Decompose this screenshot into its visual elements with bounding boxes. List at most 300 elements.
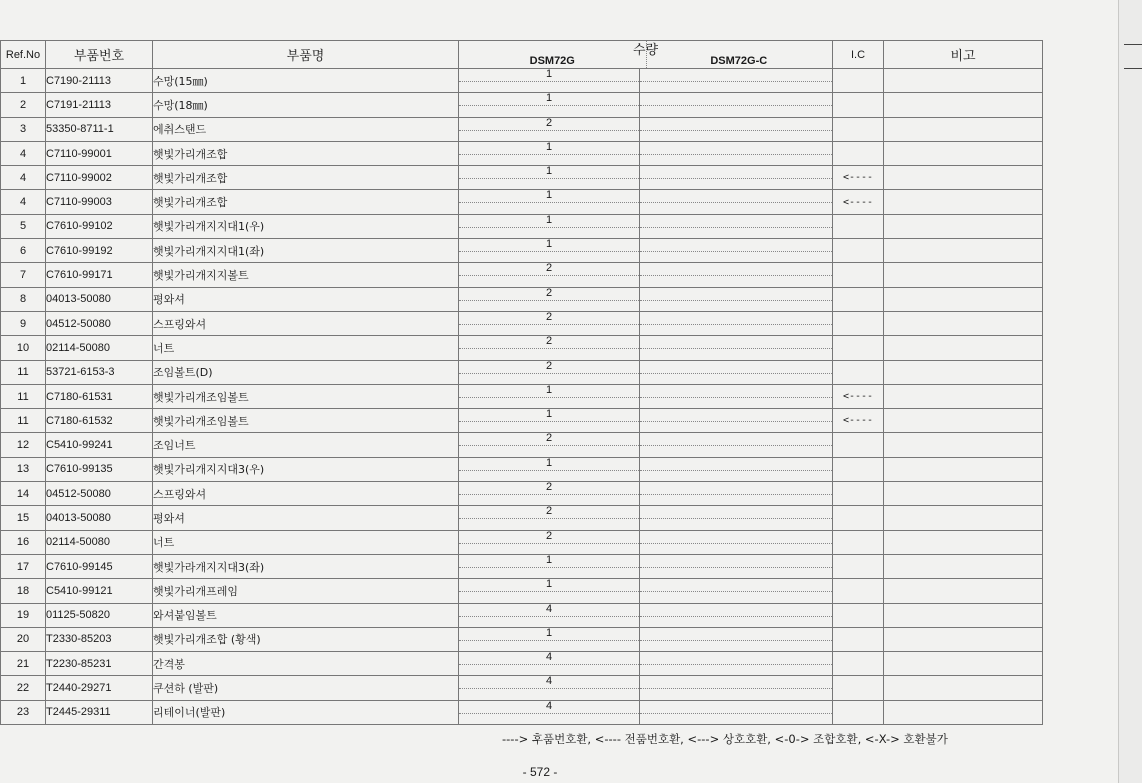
ref-no-cell: 21 (1, 652, 46, 676)
ref-no-cell: 3 (1, 117, 46, 141)
part-no-cell: C7180-61532 (46, 409, 153, 433)
ref-no-cell: 6 (1, 239, 46, 263)
qty-dsm72g-cell (459, 311, 640, 335)
part-name-cell: 와셔붙임볼트 (153, 603, 459, 627)
table-row (1, 287, 1043, 311)
qty-value: 4 (545, 651, 553, 664)
table-row (1, 506, 1043, 530)
dotted-guide (640, 81, 832, 82)
header-quantity (459, 41, 833, 69)
ref-no-cell: 11 (1, 384, 46, 408)
part-no-cell: C5410-99121 (46, 579, 153, 603)
ref-no-cell: 11 (1, 409, 46, 433)
header-model-dsm72g: DSM72G (529, 55, 575, 67)
qty-dsm72g-c-cell (640, 360, 833, 384)
ic-cell (833, 360, 884, 384)
part-name-cell: 햇빛가리개조임볼트 (153, 409, 459, 433)
remarks-cell (884, 457, 1043, 481)
part-name-cell: 햇빛가리개조합 (153, 141, 459, 165)
ic-cell (833, 93, 884, 117)
qty-dsm72g-cell (459, 214, 640, 238)
part-name-cell: 수망(18㎜) (153, 93, 459, 117)
ic-cell (833, 311, 884, 335)
dotted-guide (640, 202, 832, 203)
qty-dsm72g-c-cell (640, 263, 833, 287)
dotted-guide (459, 105, 639, 106)
table-row (1, 409, 1043, 433)
part-name-cell: 스프링와셔 (153, 482, 459, 506)
remarks-cell (884, 676, 1043, 700)
table-row (1, 603, 1043, 627)
table-row (1, 530, 1043, 554)
qty-value: 1 (545, 384, 553, 396)
part-name-cell: 햇빛가리개지지대1(우) (153, 214, 459, 238)
part-no-cell: C7110-99002 (46, 166, 153, 190)
qty-dsm72g-cell (459, 554, 640, 578)
ic-cell (833, 69, 884, 93)
part-name-cell: 햇빛가리개조합 (황색) (153, 627, 459, 651)
table-row (1, 360, 1043, 384)
part-name-cell: 햇빛가리개프레임 (153, 579, 459, 603)
ic-cell (833, 263, 884, 287)
part-name-cell: 햇빛가라개지지대3(좌) (153, 554, 459, 578)
part-no-cell: C7610-99192 (46, 239, 153, 263)
dotted-guide (640, 421, 832, 422)
dotted-guide (459, 688, 639, 689)
table-row (1, 263, 1043, 287)
dotted-guide (459, 178, 639, 179)
remarks-cell (884, 384, 1043, 408)
dotted-guide (459, 227, 639, 228)
qty-value: 2 (545, 530, 553, 542)
table-row (1, 239, 1043, 263)
qty-dsm72g-c-cell (640, 530, 833, 554)
dotted-guide (640, 105, 832, 106)
qty-dsm72g-cell (459, 482, 640, 506)
part-no-cell: C7190-21113 (46, 69, 153, 93)
qty-value: 2 (545, 335, 553, 348)
page-edge (1118, 0, 1142, 783)
remarks-cell (884, 700, 1043, 724)
table-row (1, 433, 1043, 457)
dotted-guide (640, 275, 832, 276)
part-name-cell: 너트 (153, 530, 459, 554)
part-name-cell: 평와셔 (153, 287, 459, 311)
dotted-guide (459, 81, 639, 82)
remarks-cell (884, 117, 1043, 141)
qty-value: 2 (545, 481, 553, 494)
qty-dsm72g-cell (459, 579, 640, 603)
qty-dsm72g-c-cell (640, 700, 833, 724)
ic-cell (833, 554, 884, 578)
qty-dsm72g-c-cell (640, 676, 833, 700)
qty-value: 1 (545, 68, 553, 80)
qty-dsm72g-cell (459, 336, 640, 360)
table-row (1, 117, 1043, 141)
table-row (1, 311, 1043, 335)
qty-dsm72g-c-cell (640, 482, 833, 506)
dotted-guide (459, 591, 639, 592)
dotted-guide (459, 494, 639, 495)
qty-dsm72g-cell (459, 263, 640, 287)
dotted-guide (459, 445, 639, 446)
part-no-cell: 02114-50080 (46, 530, 153, 554)
part-name-cell: 수망(15㎜) (153, 69, 459, 93)
ref-no-cell: 11 (1, 360, 46, 384)
qty-dsm72g-c-cell (640, 214, 833, 238)
qty-value: 4 (545, 700, 553, 712)
ref-no-cell: 5 (1, 214, 46, 238)
dotted-guide (459, 324, 639, 325)
qty-dsm72g-c-cell (640, 166, 833, 190)
header-quantity-title: 수량 (632, 43, 659, 58)
part-name-cell: 햇빛가리개조임볼트 (153, 384, 459, 408)
qty-value: 4 (545, 675, 553, 688)
part-no-cell: C7110-99003 (46, 190, 153, 214)
part-name-cell: 간격봉 (153, 652, 459, 676)
dotted-guide (459, 397, 639, 398)
ref-no-cell: 4 (1, 141, 46, 165)
qty-value: 2 (545, 505, 553, 518)
part-name-cell: 리테이너(발판) (153, 700, 459, 724)
dotted-guide (459, 348, 639, 349)
dotted-guide (640, 616, 832, 617)
qty-dsm72g-cell (459, 239, 640, 263)
dotted-guide (459, 713, 639, 714)
dotted-guide (459, 251, 639, 252)
part-no-cell: 04013-50080 (46, 287, 153, 311)
part-no-cell: C5410-99241 (46, 433, 153, 457)
ic-cell (833, 603, 884, 627)
part-name-cell: 평와셔 (153, 506, 459, 530)
part-no-cell: C7191-21113 (46, 93, 153, 117)
qty-dsm72g-cell (459, 676, 640, 700)
qty-value: 2 (545, 262, 553, 275)
remarks-cell (884, 311, 1043, 335)
dotted-guide (640, 348, 832, 349)
qty-dsm72g-cell (459, 93, 640, 117)
dotted-guide (640, 664, 832, 665)
qty-value: 1 (545, 408, 553, 421)
part-no-cell: 53350-8711-1 (46, 117, 153, 141)
ref-no-cell: 10 (1, 336, 46, 360)
qty-dsm72g-cell (459, 530, 640, 554)
ic-cell: <---- (833, 166, 884, 190)
dotted-guide (459, 543, 639, 544)
qty-value: 2 (545, 287, 553, 299)
qty-dsm72g-c-cell (640, 117, 833, 141)
table-header-row (1, 41, 1043, 69)
ref-no-cell: 19 (1, 603, 46, 627)
part-no-cell: C7610-99171 (46, 263, 153, 287)
dotted-guide (640, 300, 832, 301)
table-row (1, 700, 1043, 724)
table-row (1, 579, 1043, 603)
remarks-cell (884, 627, 1043, 651)
page-number: - 572 - (522, 765, 558, 779)
ref-no-cell: 13 (1, 457, 46, 481)
remarks-cell (884, 360, 1043, 384)
qty-dsm72g-c-cell (640, 554, 833, 578)
remarks-cell (884, 190, 1043, 214)
dotted-guide (640, 518, 832, 519)
ic-cell (833, 336, 884, 360)
ic-cell (833, 239, 884, 263)
dotted-guide (640, 324, 832, 325)
qty-dsm72g-cell (459, 287, 640, 311)
header-ref-no: Ref.No (1, 41, 46, 69)
ref-no-cell: 16 (1, 530, 46, 554)
dotted-guide (640, 130, 832, 131)
dotted-guide (640, 178, 832, 179)
qty-dsm72g-cell (459, 700, 640, 724)
qty-value: 1 (545, 92, 553, 105)
header-model-dsm72g-c: DSM72G-C (710, 55, 768, 67)
ref-no-cell: 4 (1, 166, 46, 190)
ref-no-cell: 20 (1, 627, 46, 651)
header-ic: I.C (833, 41, 884, 69)
ic-cell (833, 676, 884, 700)
qty-dsm72g-cell (459, 190, 640, 214)
dotted-guide (459, 640, 639, 641)
part-name-cell: 햇빛가리개지지대3(우) (153, 457, 459, 481)
part-no-cell: 53721-6153-3 (46, 360, 153, 384)
qty-dsm72g-c-cell (640, 457, 833, 481)
dotted-guide (459, 518, 639, 519)
dotted-guide (459, 664, 639, 665)
part-no-cell: 04512-50080 (46, 482, 153, 506)
qty-dsm72g-c-cell (640, 384, 833, 408)
dotted-guide (640, 470, 832, 471)
remarks-cell (884, 287, 1043, 311)
part-name-cell: 햇빛가리개조합 (153, 190, 459, 214)
edge-mark (1124, 44, 1142, 45)
remarks-cell (884, 336, 1043, 360)
qty-dsm72g-c-cell (640, 579, 833, 603)
edge-mark (1124, 68, 1142, 69)
table-row (1, 166, 1043, 190)
remarks-cell (884, 93, 1043, 117)
dotted-guide (640, 640, 832, 641)
dotted-guide (640, 494, 832, 495)
remarks-cell (884, 554, 1043, 578)
qty-dsm72g-c-cell (640, 627, 833, 651)
dotted-guide (459, 275, 639, 276)
remarks-cell (884, 69, 1043, 93)
ic-cell (833, 652, 884, 676)
ic-cell (833, 117, 884, 141)
part-no-cell: T2445-29311 (46, 700, 153, 724)
table-row (1, 627, 1043, 651)
ref-no-cell: 4 (1, 190, 46, 214)
remarks-cell (884, 506, 1043, 530)
ref-no-cell: 2 (1, 93, 46, 117)
ic-cell (833, 530, 884, 554)
ic-cell (833, 214, 884, 238)
parts-table (0, 40, 1043, 725)
dotted-guide (640, 154, 832, 155)
table-row (1, 69, 1043, 93)
part-no-cell: T2330-85203 (46, 627, 153, 651)
qty-value: 1 (545, 165, 553, 178)
qty-value: 2 (545, 360, 553, 372)
table-row (1, 652, 1043, 676)
qty-value: 2 (545, 117, 553, 129)
qty-dsm72g-c-cell (640, 311, 833, 335)
dotted-guide (640, 445, 832, 446)
part-no-cell: C7610-99145 (46, 554, 153, 578)
ic-cell: <---- (833, 190, 884, 214)
table-row (1, 214, 1043, 238)
qty-dsm72g-c-cell (640, 506, 833, 530)
part-name-cell: 조임너트 (153, 433, 459, 457)
part-name-cell: 햇빛가리개지지볼트 (153, 263, 459, 287)
part-no-cell: 01125-50820 (46, 603, 153, 627)
part-no-cell: 04013-50080 (46, 506, 153, 530)
remarks-cell (884, 409, 1043, 433)
ic-cell (833, 506, 884, 530)
qty-dsm72g-c-cell (640, 336, 833, 360)
remarks-cell (884, 141, 1043, 165)
ic-cell: <---- (833, 409, 884, 433)
qty-dsm72g-c-cell (640, 603, 833, 627)
ref-no-cell: 9 (1, 311, 46, 335)
ic-cell (833, 287, 884, 311)
header-part-no: 부품번호 (46, 41, 153, 69)
part-no-cell: T2230-85231 (46, 652, 153, 676)
part-no-cell: 02114-50080 (46, 336, 153, 360)
qty-value: 1 (545, 189, 553, 202)
table-row (1, 93, 1043, 117)
qty-dsm72g-cell (459, 457, 640, 481)
table-row (1, 482, 1043, 506)
qty-value: 1 (545, 238, 553, 251)
qty-dsm72g-c-cell (640, 190, 833, 214)
qty-dsm72g-cell (459, 433, 640, 457)
qty-value: 1 (545, 627, 553, 639)
dotted-guide (459, 616, 639, 617)
remarks-cell (884, 433, 1043, 457)
ref-no-cell: 18 (1, 579, 46, 603)
dotted-guide (640, 713, 832, 714)
ref-no-cell: 8 (1, 287, 46, 311)
part-name-cell: 에취스탠드 (153, 117, 459, 141)
remarks-cell (884, 239, 1043, 263)
qty-value: 2 (545, 432, 553, 445)
qty-value: 4 (545, 603, 553, 615)
ic-cell: <---- (833, 384, 884, 408)
ic-cell (833, 627, 884, 651)
dotted-guide (459, 154, 639, 155)
part-name-cell: 스프링와셔 (153, 311, 459, 335)
part-name-cell: 너트 (153, 336, 459, 360)
remarks-cell (884, 214, 1043, 238)
ref-no-cell: 23 (1, 700, 46, 724)
part-no-cell: C7180-61531 (46, 384, 153, 408)
dotted-guide (459, 470, 639, 471)
table-row (1, 457, 1043, 481)
part-no-cell: C7110-99001 (46, 141, 153, 165)
ref-no-cell: 12 (1, 433, 46, 457)
qty-dsm72g-cell (459, 603, 640, 627)
qty-value: 1 (545, 214, 553, 226)
dotted-guide (640, 688, 832, 689)
qty-dsm72g-cell (459, 69, 640, 93)
qty-value: 2 (545, 311, 553, 323)
qty-value: 1 (545, 578, 553, 591)
ic-cell (833, 457, 884, 481)
table-row (1, 190, 1043, 214)
remarks-cell (884, 652, 1043, 676)
remarks-cell (884, 603, 1043, 627)
qty-dsm72g-cell (459, 141, 640, 165)
part-no-cell: C7610-99102 (46, 214, 153, 238)
qty-value: 1 (545, 554, 553, 566)
dotted-guide (459, 373, 639, 374)
part-no-cell: T2440-29271 (46, 676, 153, 700)
table-row (1, 554, 1043, 578)
dotted-guide (459, 300, 639, 301)
ic-cell (833, 433, 884, 457)
remarks-cell (884, 166, 1043, 190)
header-remarks: 비고 (884, 41, 1043, 69)
qty-dsm72g-c-cell (640, 409, 833, 433)
table-row (1, 676, 1043, 700)
interchange-legend: ----> 후품번호환, <---- 전품번호환, <---> 상호호환, <-0-> 조합호환, <-X-> 호환불가 (502, 732, 948, 746)
ic-cell (833, 482, 884, 506)
header-part-name: 부품명 (153, 41, 459, 69)
remarks-cell (884, 482, 1043, 506)
qty-dsm72g-c-cell (640, 69, 833, 93)
ref-no-cell: 22 (1, 676, 46, 700)
dotted-guide (640, 373, 832, 374)
remarks-cell (884, 579, 1043, 603)
ref-no-cell: 14 (1, 482, 46, 506)
dotted-guide (640, 543, 832, 544)
part-no-cell: 04512-50080 (46, 311, 153, 335)
qty-dsm72g-cell (459, 117, 640, 141)
ic-cell (833, 579, 884, 603)
ref-no-cell: 17 (1, 554, 46, 578)
ref-no-cell: 1 (1, 69, 46, 93)
part-no-cell: C7610-99135 (46, 457, 153, 481)
qty-dsm72g-cell (459, 652, 640, 676)
dotted-guide (459, 421, 639, 422)
dotted-guide (640, 251, 832, 252)
dotted-guide (640, 567, 832, 568)
qty-dsm72g-cell (459, 627, 640, 651)
part-name-cell: 조임볼트(D) (153, 360, 459, 384)
part-name-cell: 햇빛가리개지지대1(좌) (153, 239, 459, 263)
qty-value: 1 (545, 141, 553, 153)
ic-cell (833, 700, 884, 724)
part-name-cell: 햇빛가리개조합 (153, 166, 459, 190)
qty-dsm72g-c-cell (640, 652, 833, 676)
qty-dsm72g-cell (459, 360, 640, 384)
qty-dsm72g-c-cell (640, 433, 833, 457)
qty-value: 1 (545, 457, 553, 469)
qty-dsm72g-cell (459, 506, 640, 530)
qty-dsm72g-c-cell (640, 287, 833, 311)
dotted-guide (640, 397, 832, 398)
ref-no-cell: 7 (1, 263, 46, 287)
part-name-cell: 쿠션하 (발판) (153, 676, 459, 700)
table-body (1, 69, 1043, 725)
table-row (1, 141, 1043, 165)
qty-dsm72g-c-cell (640, 141, 833, 165)
qty-dsm72g-c-cell (640, 239, 833, 263)
dotted-guide (459, 202, 639, 203)
